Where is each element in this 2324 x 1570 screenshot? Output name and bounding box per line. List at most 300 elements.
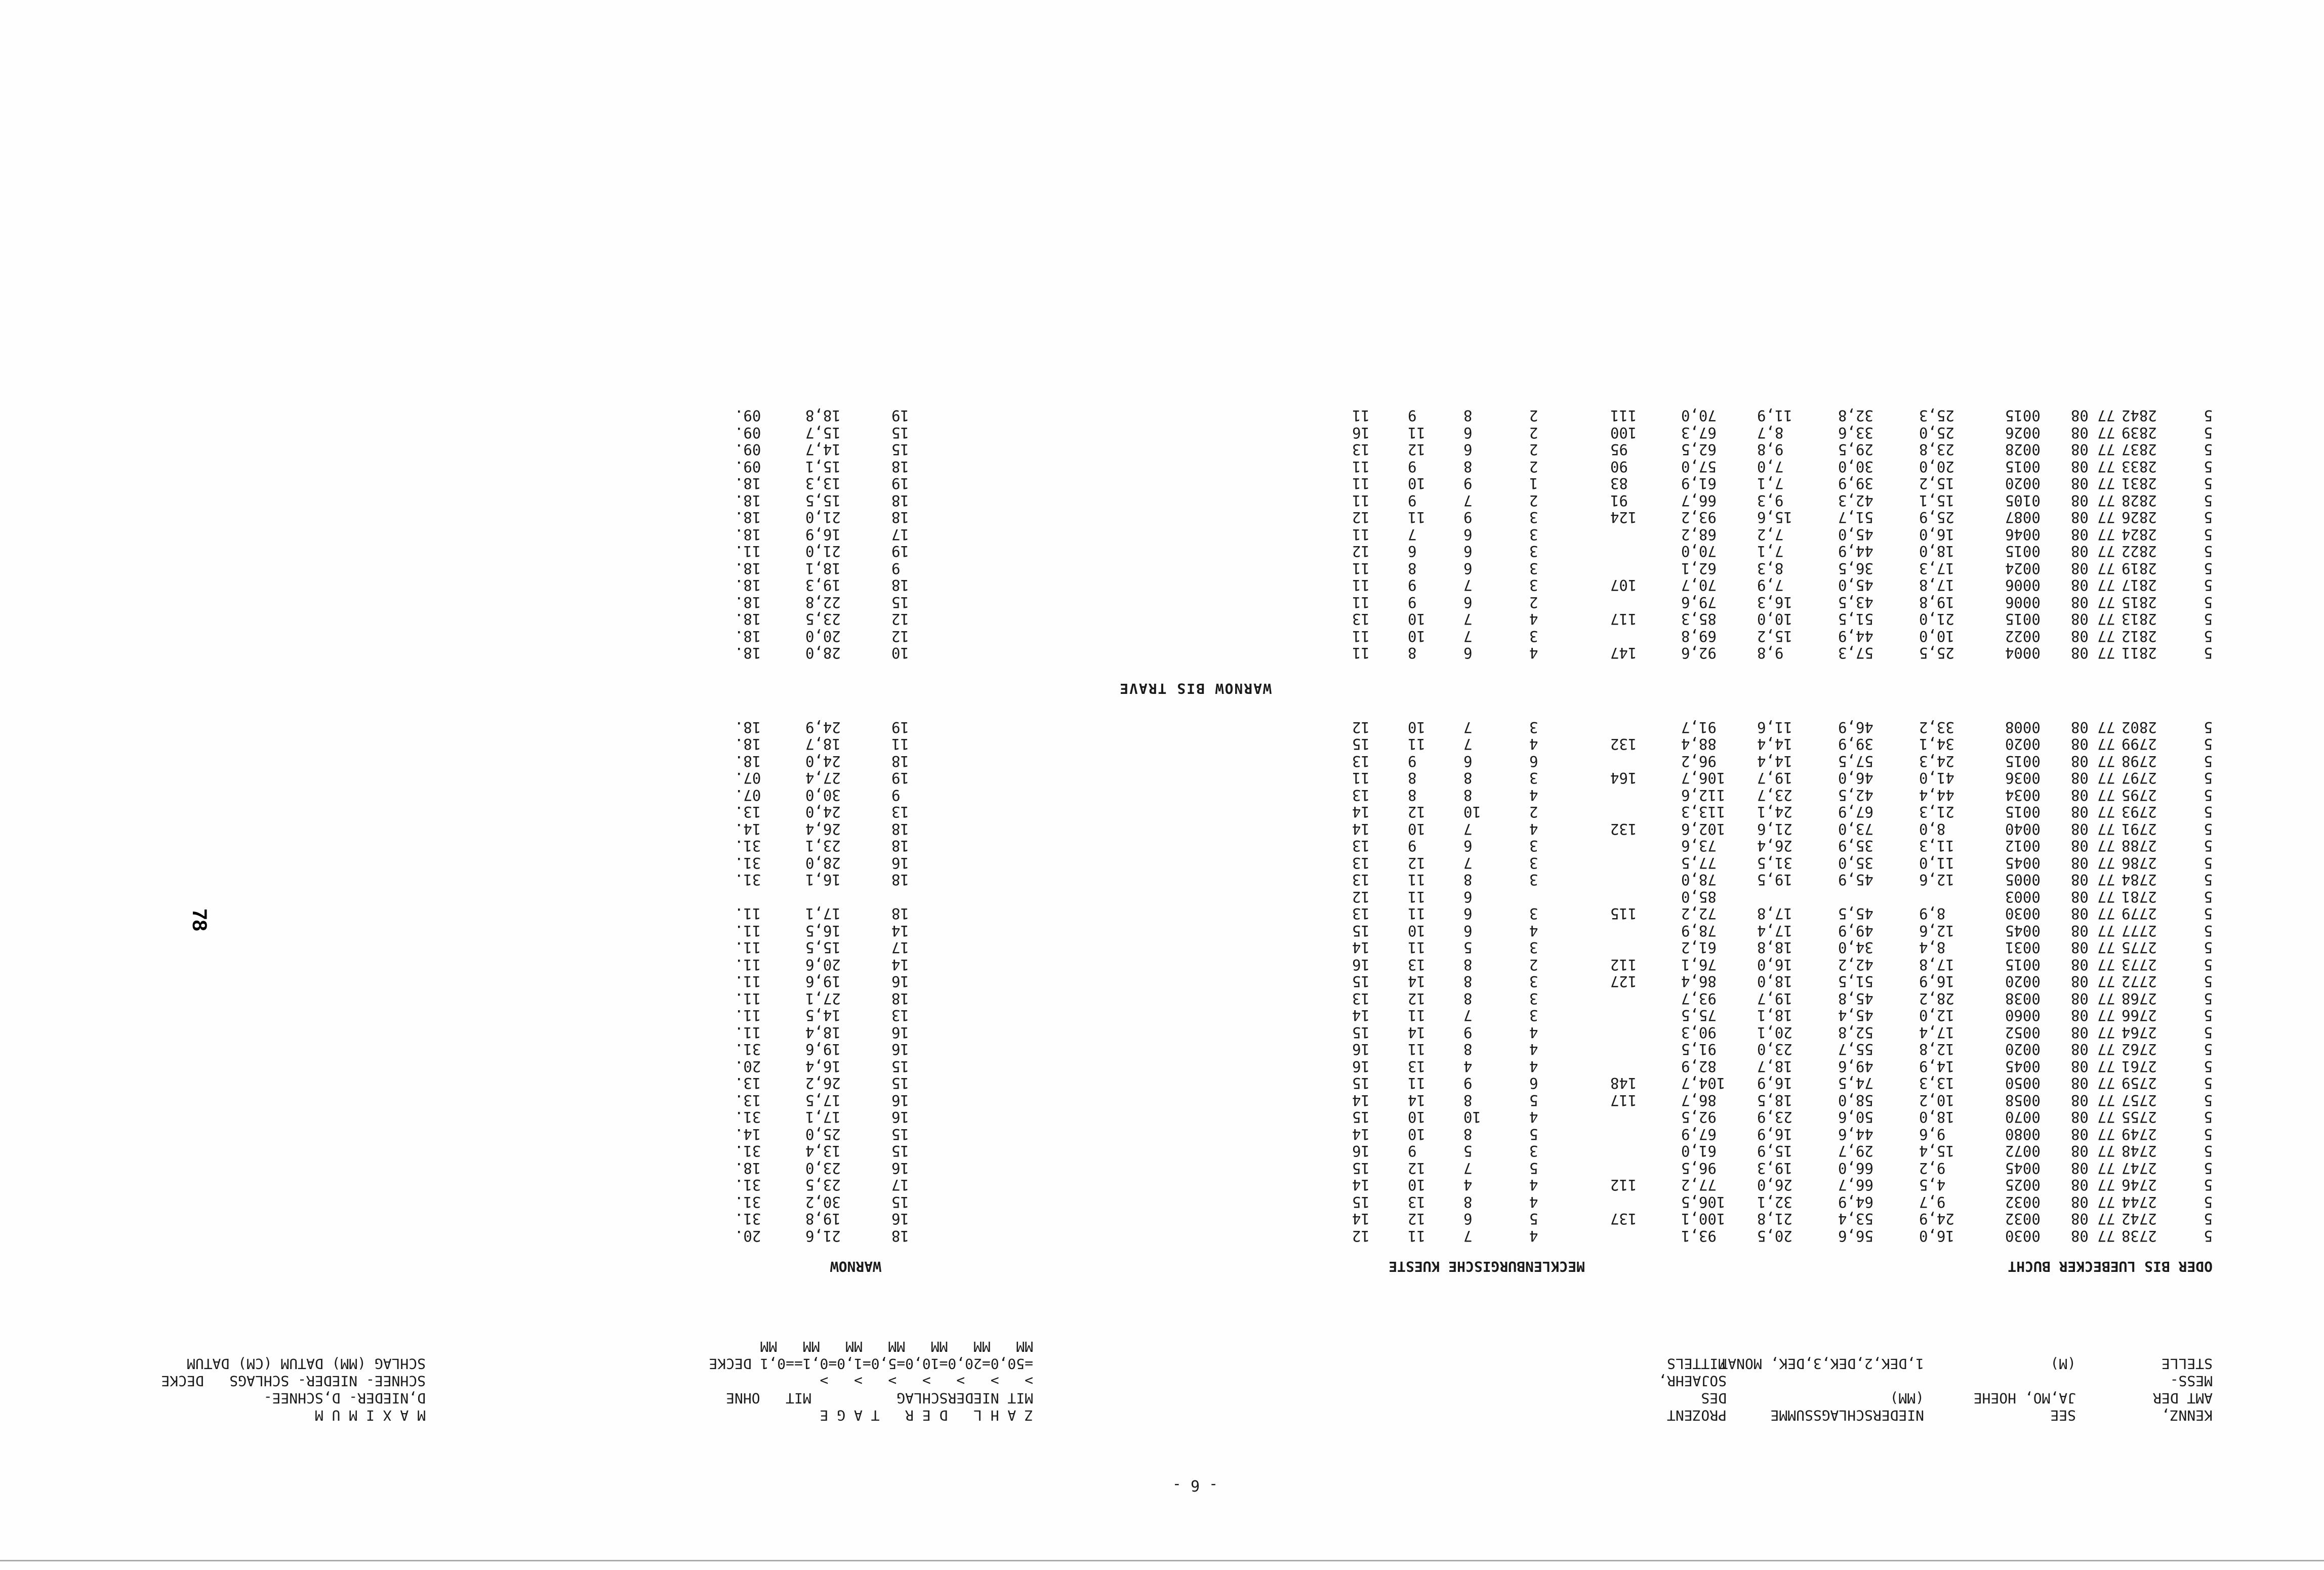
table-cell: 15: [1352, 735, 1370, 753]
header-cell: NIEDERSCHLAGSSUMME: [1770, 1407, 1924, 1424]
table-cell: 77 08: [2071, 1075, 2115, 1092]
table-cell: 16: [1352, 424, 1370, 441]
header-cell: Z A H L D E R T A G E: [820, 1407, 1033, 1424]
table-cell: 14: [1352, 1126, 1370, 1143]
table-cell: 11: [1408, 939, 1425, 957]
table-row: [178, 644, 2213, 662]
table-cell: 27,1: [805, 990, 841, 1007]
table-cell: 8: [1463, 1092, 1473, 1109]
table-cell: 0006: [2005, 594, 2041, 611]
section-titles: [178, 1258, 2213, 1275]
table-cell: [1241, 753, 1291, 770]
table-cell: 13: [1408, 1058, 1425, 1075]
table-cell: 51,5: [1838, 973, 1873, 990]
table-cell: [1610, 753, 1676, 770]
station-table-b: [178, 407, 2213, 662]
table-cell: [1296, 509, 1347, 526]
table-cell: [1185, 1193, 1236, 1211]
table-cell: 0052: [2005, 1024, 2041, 1041]
table-cell: 45,9: [1838, 871, 1873, 889]
table-cell: 112: [1610, 1176, 1637, 1194]
table-cell: [1296, 407, 1347, 424]
header-cell: STELLE: [2161, 1355, 2213, 1372]
table-cell: 2: [1529, 803, 1538, 821]
table-cell: 5: [2204, 803, 2213, 821]
table-cell: [1296, 837, 1347, 854]
table-cell: 100: [1610, 424, 1637, 441]
table-cell: 11: [1352, 576, 1370, 594]
table-cell: 8,9: [1919, 905, 1946, 923]
table-cell: 77 08: [2071, 492, 2115, 509]
table-cell: 51,7: [1838, 509, 1873, 526]
table-cell: 9: [891, 787, 901, 804]
table-cell: [1241, 594, 1291, 611]
table-cell: [1296, 628, 1347, 645]
table-cell: 8,3: [1757, 560, 1784, 577]
table-cell: [1129, 1210, 1180, 1227]
table-cell: 13.: [735, 803, 761, 821]
table-cell: 18,1: [1757, 1007, 1792, 1024]
table-cell: 77 08: [2071, 753, 2115, 770]
table-cell: 6: [1529, 753, 1538, 770]
table-cell: 9: [1408, 458, 1417, 475]
table-cell: 82,9: [1681, 1058, 1717, 1075]
table-cell: 124: [1610, 509, 1637, 526]
table-cell: 0015: [2005, 956, 2041, 973]
table-cell: 5: [2204, 1075, 2213, 1092]
table-cell: [1296, 888, 1347, 905]
table-cell: 61,2: [1681, 939, 1717, 957]
table-cell: [1529, 888, 1605, 905]
table-cell: [1296, 475, 1347, 492]
table-cell: [1185, 888, 1236, 905]
table-cell: [1185, 594, 1236, 611]
table-cell: [1241, 956, 1291, 973]
table-cell: [1069, 769, 1124, 787]
table-cell: 14.: [735, 820, 761, 838]
table-cell: 57,3: [1838, 644, 1873, 662]
table-cell: [1241, 628, 1291, 645]
table-cell: 3: [1529, 1007, 1538, 1024]
table-cell: 2798: [2122, 753, 2157, 770]
table-row: [178, 1007, 2213, 1024]
table-cell: [1129, 610, 1180, 628]
table-cell: 13: [1352, 787, 1370, 804]
table-cell: 77 08: [2071, 769, 2115, 787]
table-cell: 83: [1610, 475, 1628, 492]
table-cell: 17,8: [1757, 905, 1792, 923]
table-cell: 42,5: [1838, 787, 1873, 804]
table-cell: [1129, 1142, 1180, 1160]
table-cell: [1296, 458, 1347, 475]
table-cell: 0034: [2005, 787, 2041, 804]
table-cell: 18,8: [1757, 939, 1792, 957]
table-cell: [1129, 956, 1180, 973]
table-cell: [1129, 1108, 1180, 1126]
table-cell: [1185, 644, 1236, 662]
table-cell: 14: [1408, 1024, 1425, 1041]
table-cell: [1185, 492, 1236, 509]
table-row: [178, 458, 2213, 475]
table-cell: 13: [891, 803, 909, 821]
table-cell: 16: [891, 854, 909, 872]
table-cell: 6: [1463, 526, 1473, 543]
table-cell: 25,5: [1919, 644, 1954, 662]
table-cell: 74,5: [1838, 1075, 1873, 1092]
table-cell: 16: [891, 1041, 909, 1058]
table-cell: 77 08: [2071, 973, 2115, 990]
table-cell: 77 08: [2071, 803, 2115, 821]
table-cell: 5: [2204, 1024, 2213, 1041]
table-row: [178, 1092, 2213, 1109]
table-row: [178, 787, 2213, 804]
table-cell: 30,0: [1838, 458, 1873, 475]
table-row: [178, 1024, 2213, 1041]
table-cell: 5: [2204, 492, 2213, 509]
table-cell: 11: [1352, 526, 1370, 543]
table-cell: 77 08: [2071, 1193, 2115, 1211]
table-cell: 2738: [2122, 1227, 2157, 1245]
table-cell: [1185, 560, 1236, 577]
table-cell: [1185, 922, 1236, 939]
table-cell: 2813: [2122, 610, 2157, 628]
table-cell: 19,7: [1757, 990, 1792, 1007]
table-cell: 7: [1463, 1160, 1473, 1177]
table-cell: [1129, 543, 1180, 560]
table-cell: 8: [1408, 644, 1417, 662]
table-row: [178, 990, 2213, 1007]
table-cell: 6: [1463, 905, 1473, 923]
table-cell: [1185, 1142, 1236, 1160]
table-cell: 9,3: [1757, 492, 1784, 509]
table-cell: 1: [1529, 475, 1538, 492]
table-cell: 19,3: [805, 576, 841, 594]
table-cell: 0015: [2005, 458, 2041, 475]
table-cell: 77 08: [2071, 594, 2115, 611]
table-cell: 78,9: [1681, 922, 1717, 939]
table-cell: 19,5: [1757, 871, 1792, 889]
table-cell: 0012: [2005, 837, 2041, 855]
table-cell: [1129, 973, 1180, 990]
table-cell: 0045: [2005, 1160, 2041, 1177]
table-cell: 11: [1352, 407, 1370, 425]
table-cell: 10: [1408, 1108, 1425, 1126]
table-cell: [1069, 854, 1124, 872]
table-cell: [1069, 543, 1124, 560]
table-cell: 0024: [2005, 560, 2041, 577]
table-cell: 5: [2204, 1092, 2213, 1109]
table-cell: [1241, 1176, 1291, 1193]
table-cell: 13: [1352, 753, 1370, 770]
table-cell: 25,0: [1919, 424, 1954, 441]
table-cell: 17,5: [805, 1092, 841, 1109]
table-cell: 11.: [735, 905, 761, 923]
table-cell: 5: [2204, 719, 2213, 736]
table-cell: 24,0: [805, 803, 841, 821]
table-cell: 0015: [2005, 610, 2041, 628]
table-cell: 16: [891, 1092, 909, 1109]
table-cell: 77,5: [1681, 854, 1717, 872]
table-cell: 10: [1463, 803, 1481, 821]
table-cell: 12: [1408, 1210, 1425, 1228]
table-cell: 19: [891, 719, 909, 736]
table-cell: 11: [1352, 492, 1370, 509]
table-cell: 100,1: [1681, 1210, 1726, 1228]
table-cell: 18: [891, 871, 909, 889]
table-cell: [1185, 441, 1236, 458]
table-cell: 11: [1408, 888, 1425, 905]
table-cell: [1610, 837, 1676, 854]
table-cell: 77 08: [2071, 820, 2115, 838]
table-cell: 16,5: [805, 922, 841, 939]
table-row: [178, 753, 2213, 770]
table-cell: 18: [891, 1227, 909, 1245]
table-cell: 16: [891, 1024, 909, 1041]
table-cell: 6: [1408, 543, 1417, 560]
table-cell: 19,8: [805, 1210, 841, 1228]
table-cell: 12: [1352, 543, 1370, 560]
table-cell: 17,3: [1919, 560, 1954, 577]
table-cell: 5: [2204, 458, 2213, 475]
table-cell: 53,4: [1838, 1210, 1873, 1228]
table-cell: 77 08: [2071, 1024, 2115, 1041]
table-cell: 3: [1529, 628, 1538, 645]
header-cell: (M): [2050, 1355, 2076, 1372]
table-cell: 77 08: [2071, 543, 2115, 560]
header-cell: MITTELS: [1666, 1355, 1727, 1372]
table-cell: 29,7: [1838, 1142, 1873, 1160]
table-cell: [1185, 973, 1236, 990]
table-cell: [1296, 922, 1347, 939]
table-cell: 9: [1408, 594, 1417, 611]
table-cell: 2: [1529, 594, 1538, 611]
table-cell: 07.: [735, 787, 761, 804]
table-row: [178, 1075, 2213, 1092]
table-cell: [1069, 1058, 1124, 1075]
table-row: [178, 576, 2213, 594]
table-cell: 16: [1352, 1142, 1370, 1160]
table-cell: 16: [1352, 1058, 1370, 1075]
table-cell: 20.: [735, 1058, 761, 1075]
table-cell: 0015: [2005, 543, 2041, 560]
table-cell: [1069, 905, 1124, 922]
table-cell: 16,3: [1757, 594, 1792, 611]
table-cell: 15,7: [805, 424, 841, 441]
table-cell: [1296, 939, 1347, 956]
table-cell: 15: [891, 441, 909, 459]
table-cell: [1610, 1024, 1676, 1041]
table-cell: 5: [1529, 1210, 1538, 1228]
table-cell: 0058: [2005, 1092, 2041, 1109]
table-cell: 5: [2204, 594, 2213, 611]
table-cell: 51,5: [1838, 610, 1873, 628]
table-cell: 45,8: [1838, 990, 1873, 1007]
table-cell: [1069, 1193, 1124, 1211]
table-cell: 15: [1352, 1024, 1370, 1041]
table-cell: 15,1: [1919, 492, 1954, 509]
table-cell: 18,7: [805, 735, 841, 753]
table-cell: 11: [1352, 644, 1370, 662]
table-cell: 10: [1408, 1126, 1425, 1143]
table-cell: 0022: [2005, 628, 2041, 645]
table-cell: 26,0: [1757, 1176, 1792, 1194]
table-cell: [1241, 644, 1291, 662]
page-number: - 6 -: [1172, 1476, 1218, 1494]
table-cell: 77 08: [2071, 576, 2115, 594]
table-cell: [1069, 1108, 1124, 1126]
table-cell: 77 08: [2071, 407, 2115, 425]
table-cell: 7: [1408, 526, 1417, 543]
table-cell: 15: [891, 1126, 909, 1143]
table-cell: 2819: [2122, 560, 2157, 577]
table-cell: 0020: [2005, 1041, 2041, 1058]
table-cell: 18.: [735, 560, 761, 577]
table-cell: 9,8: [1757, 644, 1784, 662]
table-cell: 77 08: [2071, 1227, 2115, 1245]
table-cell: 45,5: [1838, 905, 1873, 923]
table-cell: 14: [1352, 803, 1370, 821]
table-cell: 15,5: [805, 492, 841, 509]
table-cell: [1129, 1058, 1180, 1075]
table-cell: 10: [1408, 922, 1425, 939]
header-cell: AMT DER: [2152, 1390, 2213, 1407]
table-cell: [1069, 837, 1124, 854]
table-cell: 3: [1529, 719, 1538, 736]
table-cell: 44,6: [1838, 1126, 1873, 1143]
table-cell: 14: [891, 956, 909, 973]
table-cell: 0032: [2005, 1210, 2041, 1228]
table-cell: 11: [1408, 735, 1425, 753]
table-cell: 8: [1463, 973, 1473, 990]
table-cell: [1241, 492, 1291, 509]
table-cell: 8: [1463, 1193, 1473, 1211]
table-cell: 14,9: [1919, 1058, 1954, 1075]
table-cell: 2779: [2122, 905, 2157, 923]
table-cell: 18: [891, 509, 909, 526]
table-cell: 25,0: [805, 1126, 841, 1143]
table-cell: 2831: [2122, 475, 2157, 492]
table-cell: 5: [2204, 905, 2213, 923]
table-cell: [1296, 1227, 1347, 1245]
table-cell: 3: [1529, 1142, 1538, 1160]
table-cell: 3: [1529, 905, 1538, 923]
table-cell: 11: [1408, 1007, 1425, 1024]
table-cell: [1185, 1210, 1236, 1227]
table-cell: 0080: [2005, 1126, 2041, 1143]
table-cell: 0031: [2005, 939, 2041, 957]
table-cell: [1241, 922, 1291, 939]
table-cell: 44,4: [1919, 787, 1954, 804]
table-cell: [1069, 753, 1124, 770]
table-cell: [1129, 560, 1180, 577]
table-cell: 22,8: [805, 594, 841, 611]
table-cell: 13.: [735, 1092, 761, 1109]
table-cell: 7: [1463, 854, 1473, 872]
table-cell: 24,9: [805, 719, 841, 736]
table-cell: 2781: [2122, 888, 2157, 905]
table-cell: 15,9: [1757, 1142, 1792, 1160]
table-cell: 19,7: [1757, 769, 1792, 787]
table-cell: 107: [1610, 576, 1637, 594]
table-cell: 13: [1352, 854, 1370, 872]
table-cell: [1241, 1041, 1291, 1058]
table-cell: [1185, 610, 1236, 628]
table-cell: 14.: [735, 1126, 761, 1143]
table-cell: 58,0: [1838, 1092, 1873, 1109]
table-cell: 5: [2204, 526, 2213, 543]
table-cell: 77 08: [2071, 475, 2115, 492]
table-cell: 11: [1352, 769, 1370, 787]
table-cell: 31.: [735, 1041, 761, 1058]
table-cell: 4: [1529, 1227, 1538, 1245]
table-cell: 5: [2204, 753, 2213, 770]
table-cell: 77 08: [2071, 1041, 2115, 1058]
table-cell: [1241, 1126, 1291, 1143]
table-cell: [1129, 803, 1180, 820]
table-cell: [1129, 1092, 1180, 1109]
table-cell: [1129, 905, 1180, 922]
table-cell: 5: [2204, 939, 2213, 957]
table-cell: 77 08: [2071, 1007, 2115, 1024]
table-cell: 07.: [735, 769, 761, 787]
table-cell: 13,4: [805, 1142, 841, 1160]
table-row: [178, 956, 2213, 973]
table-cell: 15: [1352, 922, 1370, 939]
table-cell: 15: [1352, 1160, 1370, 1177]
table-cell: 7: [1463, 576, 1473, 594]
table-cell: 147: [1610, 644, 1637, 662]
table-cell: 5: [1529, 1126, 1538, 1143]
table-cell: 77 08: [2071, 871, 2115, 889]
table-cell: 2: [1529, 956, 1538, 973]
table-cell: 91,5: [1681, 1041, 1717, 1058]
table-cell: [1069, 973, 1124, 990]
table-cell: 14: [1352, 1007, 1370, 1024]
table-cell: [735, 888, 800, 905]
table-cell: 77 08: [2071, 1160, 2115, 1177]
table-cell: 9: [1408, 1142, 1417, 1160]
table-cell: 0045: [2005, 1058, 2041, 1075]
table-cell: 8: [1463, 990, 1473, 1007]
table-cell: [1069, 1210, 1124, 1227]
table-cell: [1129, 526, 1180, 543]
table-cell: 5: [2204, 1160, 2213, 1177]
table-cell: 77 08: [2071, 888, 2115, 905]
table-cell: [1610, 1058, 1676, 1075]
table-cell: 18: [891, 905, 909, 923]
table-cell: 39,9: [1838, 475, 1873, 492]
table-row: [178, 1227, 2213, 1245]
table-cell: 21,0: [805, 509, 841, 526]
table-cell: 16,9: [1757, 1126, 1792, 1143]
side-page-number: 78: [188, 908, 211, 931]
table-cell: 31.: [735, 1210, 761, 1228]
table-cell: 39,9: [1838, 735, 1873, 753]
table-cell: 2747: [2122, 1160, 2157, 1177]
table-cell: [1241, 1142, 1291, 1160]
table-cell: 19,6: [805, 1041, 841, 1058]
table-cell: 2: [1529, 492, 1538, 509]
table-cell: 16,0: [1757, 956, 1792, 973]
table-cell: [1069, 1142, 1124, 1160]
table-cell: 44,9: [1838, 543, 1873, 560]
header-cell: [1732, 1338, 1924, 1355]
table-cell: 127: [1610, 973, 1637, 990]
table-cell: [1296, 526, 1347, 543]
table-cell: 30,0: [805, 787, 841, 804]
table-cell: 14: [1352, 1176, 1370, 1194]
table-cell: 132: [1610, 820, 1637, 838]
